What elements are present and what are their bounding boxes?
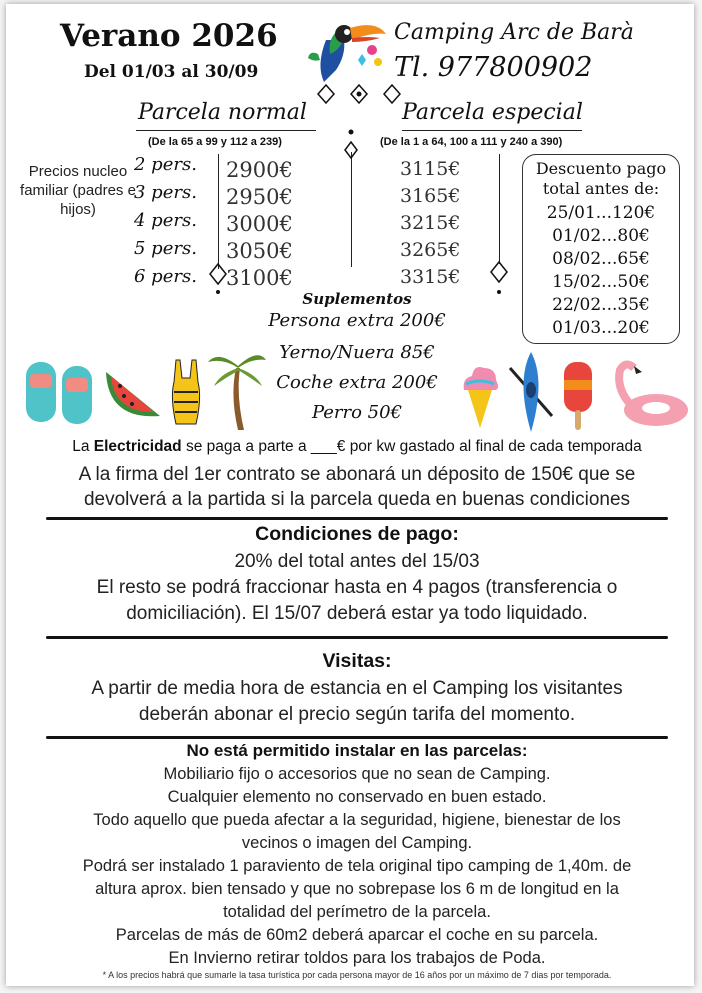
price-legend: Precios nucleo familiar (padres e hijos)	[20, 163, 136, 218]
price-especial-5: 3265€	[400, 239, 461, 261]
season-dates: Del 01/03 al 30/09	[84, 62, 259, 82]
footnote: * A los precios habrá que sumarle la tasa turística por cada persona mayor de 16 años por un máximo de 7 dias por temporada.	[102, 970, 612, 980]
prohibido-line: altura aprox. bien tensado y que no sobrepase los 6 m de longitud en la	[95, 880, 619, 898]
suplemento-item: Coche extra 200€	[276, 372, 438, 393]
suplementos-title: Suplementos	[302, 290, 412, 308]
suplemento-item: Persona extra 200€	[268, 310, 446, 331]
prohibido-line: En Invierno retirar toldos para los trabajos de Poda.	[168, 949, 546, 967]
persons-3: 3 pers.	[134, 182, 197, 203]
price-sheet	[6, 4, 694, 986]
suplemento-item: Perro 50€	[311, 402, 403, 423]
flamingo-float-icon	[606, 358, 692, 430]
price-normal-5: 3050€	[226, 239, 293, 263]
parcela-especial-range: (De la 1 a 64, 100 a 111 y 240 a 390)	[380, 136, 563, 148]
deposito-line-1: A la firma del 1er contrato se abonará un déposito de 150€ que se	[78, 464, 636, 485]
visitas-line: deberán abonar el precio según tarifa del momento.	[138, 704, 576, 725]
visitas-line: A partir de media hora de estancia en el Camping los visitantes	[91, 678, 623, 699]
condiciones-line: domiciliación). El 15/07 deberá estar ya todo liquidado.	[126, 603, 588, 624]
condiciones-line: 20% del total antes del 15/03	[234, 551, 480, 572]
persons-5: 5 pers.	[134, 238, 197, 259]
kayak-icon	[506, 350, 556, 434]
ornament-diamonds	[314, 82, 404, 106]
prohibido-line: Todo aquello que pueda afectar a la seguridad, higiene, bienestar de los	[93, 811, 621, 829]
section-rule	[46, 636, 668, 639]
prohibido-line: Mobiliario fijo o accesorios que no sean de Camping.	[163, 765, 551, 783]
discount-title-1: Descuento pago	[535, 159, 667, 178]
condiciones-line: El resto se podrá fraccionar hasta en 4 pagos (transferencia o	[96, 577, 618, 598]
discount-row: 08/02...65€	[552, 249, 650, 269]
prohibido-line: Cualquier elemento no conservado en buen estado.	[167, 788, 547, 806]
visitas-title: Visitas:	[322, 650, 392, 672]
discount-row: 01/02...80€	[552, 226, 650, 246]
parcela-normal-range: (De la 65 a 99 y 112 a 239)	[148, 136, 282, 148]
price-normal-2: 2900€	[226, 158, 293, 182]
toucan-icon	[306, 10, 392, 88]
section-rule	[46, 736, 668, 739]
page-title: Verano 2026	[60, 18, 278, 54]
prohibido-line: vecinos o imagen del Camping.	[241, 834, 473, 852]
section-rule	[46, 517, 668, 520]
prohibido-line: Parcelas de más de 60m2 deberá aparcar el coche en su parcela.	[115, 926, 599, 944]
discount-row: 15/02...50€	[552, 272, 650, 292]
price-normal-6: 3100€	[226, 266, 293, 290]
discount-row: 22/02...35€	[552, 295, 650, 315]
popsicle-icon	[562, 360, 594, 432]
swimsuit-icon	[166, 358, 206, 428]
condiciones-title: Condiciones de pago:	[255, 523, 459, 545]
price-normal-4: 3000€	[226, 212, 293, 236]
persons-6: 6 pers.	[134, 266, 197, 287]
ice-cream-icon	[460, 360, 500, 430]
camping-name: Camping Arc de Barà	[394, 20, 634, 45]
watermelon-icon	[102, 364, 164, 424]
phone-number: Tl. 977800902	[394, 52, 593, 83]
price-especial-2: 3115€	[400, 158, 461, 180]
prohibido-title: No está permitido instalar en las parcelas:	[186, 741, 528, 760]
prohibido-line: Podrá ser instalado 1 paraviento de tela original tipo camping de 1,40m. de	[82, 857, 632, 875]
electricidad-note: La Electricidad se paga a parte a ___€ por kw gastado al final de cada temporada	[72, 438, 642, 455]
price-especial-6: 3315€	[400, 266, 461, 288]
price-especial-3: 3165€	[400, 185, 461, 207]
prohibido-line: totalidad del perímetro de la parcela.	[223, 903, 491, 921]
deposito-line-2: devolverá a la partida si la parcela queda en buenas condiciones	[83, 489, 631, 510]
price-especial-4: 3215€	[400, 212, 461, 234]
price-normal-3: 2950€	[226, 185, 293, 209]
persons-4: 4 pers.	[134, 210, 197, 231]
flip-flops-icon	[22, 356, 98, 428]
palm-tree-icon	[206, 346, 268, 432]
discount-row: 25/01...120€	[546, 203, 656, 223]
parcela-normal-title: Parcela normal	[138, 100, 307, 125]
discount-title-2: total antes de:	[542, 179, 660, 198]
persons-2: 2 pers.	[134, 154, 197, 175]
parcela-especial-title: Parcela especial	[402, 100, 583, 125]
suplemento-item: Yerno/Nuera 85€	[279, 342, 435, 363]
discount-row: 01/03...20€	[552, 318, 650, 338]
